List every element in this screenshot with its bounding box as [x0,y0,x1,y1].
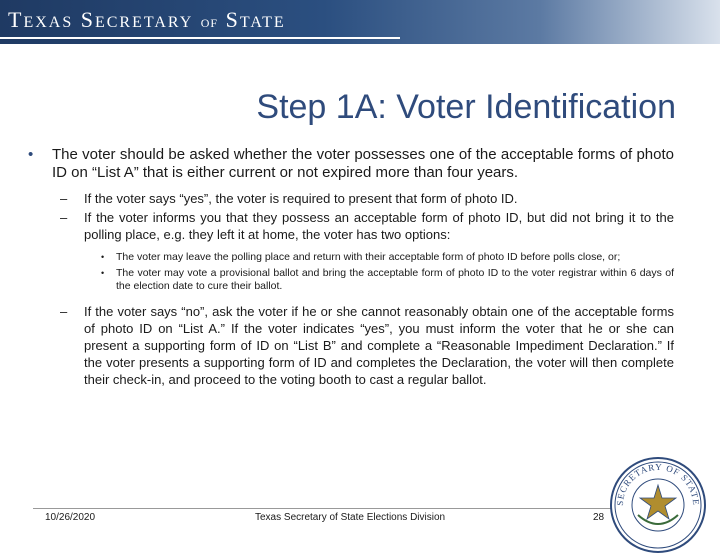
dash-marker: – [60,210,68,225]
org-letter-t: T [8,7,24,32]
org-word-exas: EXAS [23,14,74,31]
seal-arc-text: SECRETARY OF STATE [614,461,702,506]
sub-bullet-marker: • [101,252,105,262]
footer-date: 10/26/2020 [45,512,96,523]
slide-content [28,146,674,390]
slide-title: Step 1A: Voter Identification [256,88,676,126]
sub-item-return [28,251,674,264]
dash-item-yes-text: If the voter says “yes”, the voter is required to present that form of photo ID. [84,191,518,206]
org-name [8,7,286,33]
footer-division: Texas Secretary of State Elections Division [255,512,446,523]
sub-item-provisional [28,267,674,293]
sub-bullet-marker: • [101,268,105,278]
org-word-tate: TATE [239,14,286,31]
page-number: 28 [593,512,605,523]
sub-item-return-text: The voter may leave the polling place and return with their acceptable form of photo ID before polls close, or; [116,251,621,263]
main-bullet [28,146,674,182]
bullet-marker: • [28,146,34,163]
header-bar [0,0,720,44]
org-word-ecretary: ECRETARY [94,14,194,31]
sub-bullet-group [28,251,674,293]
header-rule [0,37,400,39]
dash-marker: – [60,304,68,319]
org-letter-s2: S [225,7,240,32]
sub-item-provisional-text: The voter may vote a provisional ballot and bring the acceptable form of photo ID to the voter registrar within 6 days of the election date to cure their ballot. [116,267,674,292]
dash-item-no [28,303,674,388]
footer [33,508,618,525]
org-letter-s: S [80,7,95,32]
main-bullet-text: The voter should be asked whether the voter possesses one of the acceptable forms of photo ID on “List A” that is either current or not expired more than four years. [52,146,674,181]
org-word-of: OF [200,16,219,30]
state-seal-icon [608,455,708,555]
dash-item-forgot-id [28,209,674,243]
dash-item-no-text: If the voter says “no”, ask the voter if he or she cannot reasonably obtain one of the acceptable forms of photo ID on “List A.” If the voter indicates “yes”, you must inform the voter that he or she can present a supporting form of ID on “List B” and complete a “Reasonable Impediment Declaration.” If the voter presents a supporting form of ID and completes the Declaration, the voter will then complete their check-in, and proceed to the voting booth to cast a regular ballot. [84,304,674,387]
dash-item-yes [28,190,674,207]
dash-marker: – [60,191,68,206]
dash-item-forgot-id-text: If the voter informs you that they possess an acceptable form of photo ID, but did not bring it to the polling place, e.g. they left it at home, the voter has two options: [84,210,674,242]
